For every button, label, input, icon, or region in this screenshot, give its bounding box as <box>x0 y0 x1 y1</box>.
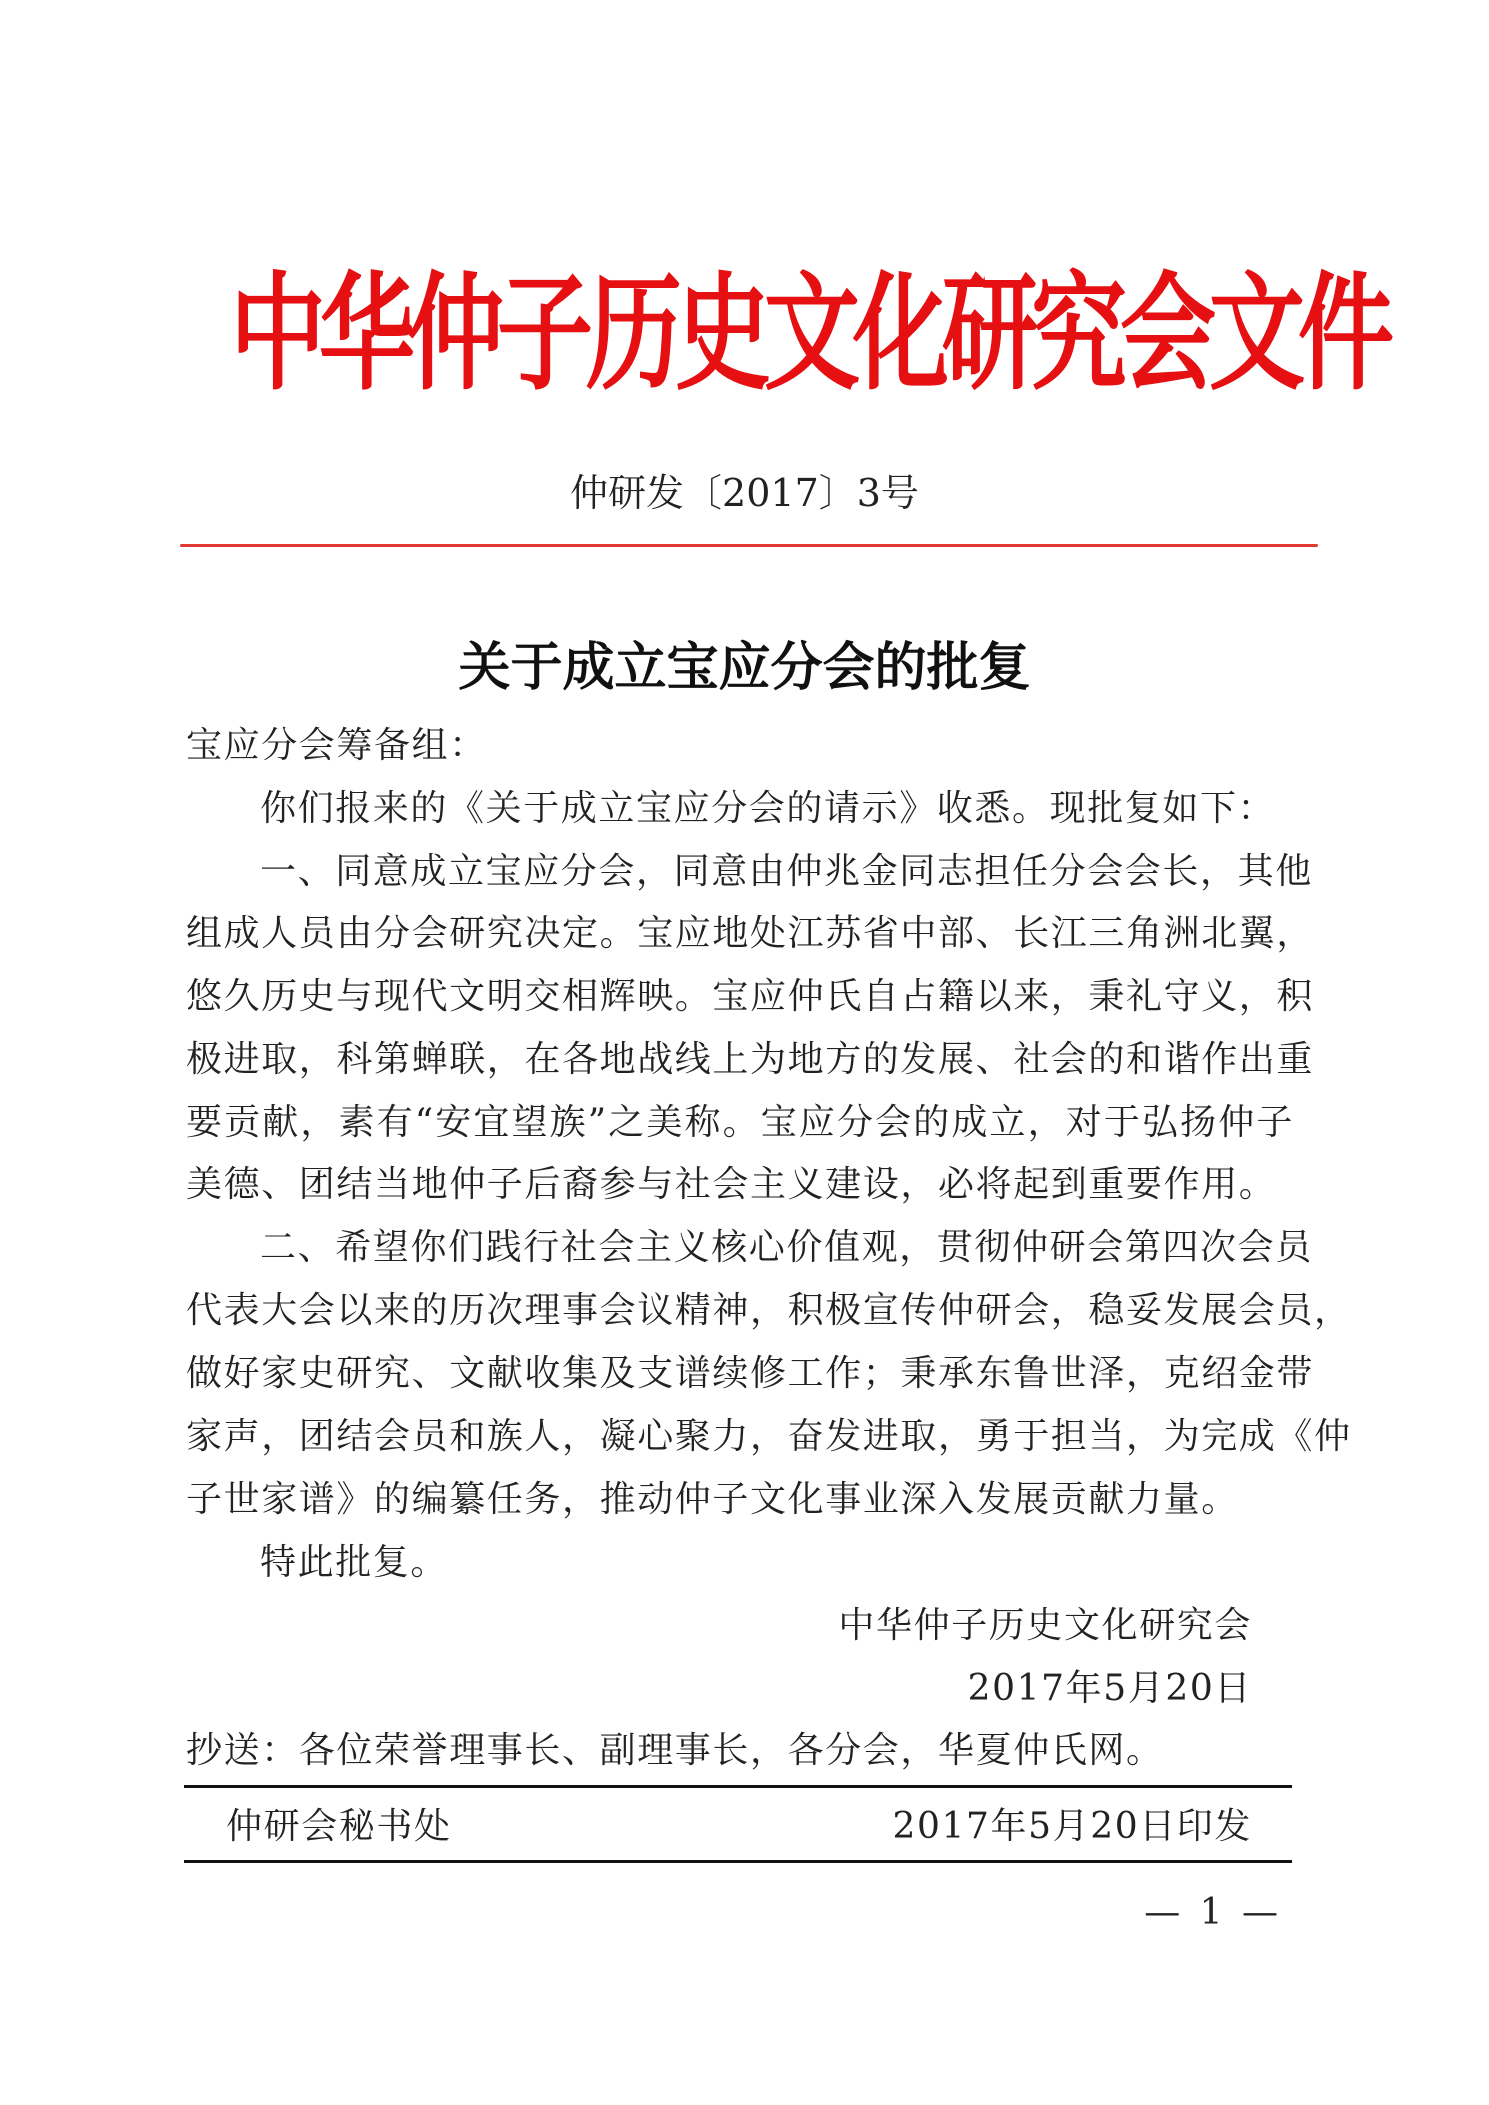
body-paragraph-line: 子世家谱》的编纂任务，推动仲子文化事业深入发展贡献力量。 <box>186 1479 1239 1520</box>
body-paragraph-line: 美德、团结当地仲子后裔参与社会主义建设，必将起到重要作用。 <box>186 1164 1277 1205</box>
body-paragraph-line: 你们报来的《关于成立宝应分会的请示》收悉。现批复如下： <box>260 788 1276 829</box>
org-header-title: 中华仲子历史文化研究会文件 <box>230 259 1387 408</box>
red-divider <box>180 544 1318 547</box>
document-title: 关于成立宝应分会的批复 <box>458 637 1031 698</box>
footer-issuer: 仲研会秘书处 <box>226 1806 452 1847</box>
body-paragraph-line: 一、同意成立宝应分会，同意由仲兆金同志担任分会会长，其他 <box>260 851 1313 892</box>
closing-phrase: 特此批复。 <box>260 1542 449 1583</box>
body-paragraph-line: 悠久历史与现代文明交相辉映。宝应仲氏自占籍以来，秉礼守义，积 <box>186 976 1315 1017</box>
salutation: 宝应分会筹备组： <box>186 725 487 766</box>
signature-organization: 中华仲子历史文化研究会 <box>838 1605 1252 1646</box>
body-paragraph-line: 家声，团结会员和族人，凝心聚力，奋发进取，勇于担当，为完成《仲 <box>186 1416 1352 1457</box>
cc-list: 抄送：各位荣誉理事长、副理事长，各分会，华夏仲氏网。 <box>186 1730 1164 1771</box>
signature-date: 2017年5月20日 <box>967 1668 1252 1709</box>
footer-top-rule <box>184 1785 1292 1788</box>
body-paragraph-line: 极进取，科第蝉联，在各地战线上为地方的发展、社会的和谐作出重 <box>186 1039 1315 1080</box>
body-paragraph-line: 组成人员由分会研究决定。宝应地处江苏省中部、长江三角洲北翼， <box>186 913 1315 954</box>
body-paragraph-line: 做好家史研究、文献收集及支谱续修工作；秉承东鲁世泽，克绍金带 <box>186 1353 1315 1394</box>
body-paragraph-line: 要贡献，素有“安宜望族”之美称。宝应分会的成立，对于弘扬仲子 <box>186 1102 1294 1143</box>
footer-issue-date: 2017年5月20日印发 <box>892 1806 1252 1847</box>
document-number: 仲研发〔2017〕3号 <box>570 471 919 515</box>
footer-bottom-rule <box>184 1860 1292 1863</box>
body-paragraph-line: 二、希望你们践行社会主义核心价值观，贯彻仲研会第四次会员 <box>260 1227 1313 1268</box>
body-paragraph-line: 代表大会以来的历次理事会议精神，积极宣传仲研会，稳妥发展会员， <box>186 1290 1352 1331</box>
page-number: — 1 — <box>1144 1892 1282 1933</box>
